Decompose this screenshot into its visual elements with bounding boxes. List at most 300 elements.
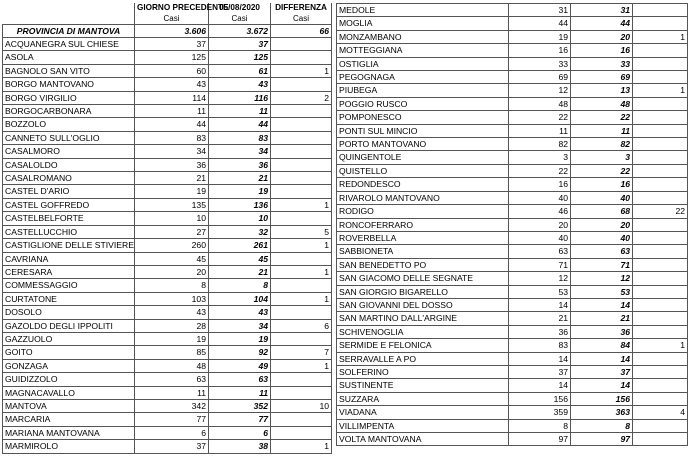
- cases-difference: [271, 426, 332, 439]
- cases-difference: [271, 78, 332, 91]
- cases-difference: [633, 218, 688, 231]
- cases-previous: 14: [509, 298, 571, 311]
- cases-current: 11: [209, 386, 271, 399]
- cases-previous: 44: [509, 17, 571, 30]
- municipality-name: PONTI SUL MINCIO: [337, 124, 509, 137]
- table-row: [337, 258, 688, 271]
- header-blank: [3, 3, 135, 13]
- province-prev: 3.606: [135, 25, 209, 38]
- cases-difference: [271, 212, 332, 225]
- cases-previous: 19: [135, 332, 209, 345]
- cases-current: 125: [209, 51, 271, 64]
- cases-previous: 48: [135, 359, 209, 372]
- municipality-name: BORGO MANTOVANO: [3, 78, 135, 91]
- cases-difference: [271, 145, 332, 158]
- municipality-name: CERESARA: [3, 265, 135, 278]
- municipality-name: OSTIGLIA: [337, 57, 509, 70]
- cases-previous: 37: [135, 440, 209, 453]
- subheader-casi-curr: Casi: [209, 13, 271, 25]
- cases-previous: 40: [509, 231, 571, 244]
- municipality-name: PIUBEGA: [337, 84, 509, 97]
- cases-current: 37: [209, 38, 271, 51]
- cases-current: 40: [571, 231, 633, 244]
- cases-current: 19: [209, 185, 271, 198]
- cases-current: 116: [209, 91, 271, 104]
- cases-difference: [271, 386, 332, 399]
- cases-difference: 4: [633, 406, 688, 419]
- cases-difference: [633, 245, 688, 258]
- cases-difference: [271, 413, 332, 426]
- table-row: [337, 164, 688, 177]
- cases-previous: 97: [509, 433, 571, 446]
- cases-previous: 125: [135, 51, 209, 64]
- cases-previous: 53: [509, 285, 571, 298]
- municipality-name: MONZAMBANO: [337, 30, 509, 43]
- cases-previous: 3: [509, 151, 571, 164]
- municipality-name: CASTIGLIONE DELLE STIVIERE: [3, 239, 135, 252]
- cases-previous: 43: [135, 78, 209, 91]
- cases-current: 82: [571, 138, 633, 151]
- subheader-blank: [3, 13, 135, 25]
- subheader-casi-prev: Casi: [135, 13, 209, 25]
- table-row: [337, 84, 688, 97]
- cases-previous: 10: [135, 212, 209, 225]
- cases-current: 36: [571, 325, 633, 338]
- cases-current: 8: [571, 419, 633, 432]
- table-row: [337, 30, 688, 43]
- cases-difference: [271, 306, 332, 319]
- cases-previous: 16: [509, 44, 571, 57]
- table-row: [3, 386, 332, 399]
- cases-current: 48: [571, 97, 633, 110]
- municipality-name: COMMESSAGGIO: [3, 279, 135, 292]
- cases-current: 363: [571, 406, 633, 419]
- municipality-name: BOZZOLO: [3, 118, 135, 131]
- cases-previous: 12: [509, 272, 571, 285]
- cases-current: 104: [209, 292, 271, 305]
- cases-difference: 5: [271, 225, 332, 238]
- cases-difference: 1: [271, 359, 332, 372]
- cases-previous: 21: [509, 312, 571, 325]
- cases-difference: [633, 17, 688, 30]
- municipality-name: ASOLA: [3, 51, 135, 64]
- cases-previous: 63: [135, 373, 209, 386]
- cases-current: 40: [571, 191, 633, 204]
- cases-current: 97: [571, 433, 633, 446]
- cases-previous: 6: [135, 426, 209, 439]
- municipality-name: GAZZUOLO: [3, 332, 135, 345]
- cases-previous: 69: [509, 71, 571, 84]
- cases-difference: 1: [633, 339, 688, 352]
- cases-current: 71: [571, 258, 633, 271]
- cases-difference: [633, 433, 688, 446]
- cases-current: 10: [209, 212, 271, 225]
- cases-current: 16: [571, 44, 633, 57]
- table-row: [337, 285, 688, 298]
- municipality-name: CASTELBELFORTE: [3, 212, 135, 225]
- cases-current: 83: [209, 131, 271, 144]
- municipality-name: CAVRIANA: [3, 252, 135, 265]
- cases-difference: 7: [271, 346, 332, 359]
- table-row: [3, 131, 332, 144]
- cases-current: 3: [571, 151, 633, 164]
- table-row: [3, 265, 332, 278]
- cases-previous: 83: [509, 339, 571, 352]
- municipality-name: POGGIO RUSCO: [337, 97, 509, 110]
- table-row: [3, 252, 332, 265]
- subheader-row: [3, 13, 332, 25]
- table-row: [3, 91, 332, 104]
- municipality-name: MARMIROLO: [3, 440, 135, 453]
- cases-current: 92: [209, 346, 271, 359]
- table-row: [3, 346, 332, 359]
- cases-previous: 19: [509, 30, 571, 43]
- table-row: [337, 151, 688, 164]
- cases-current: 11: [209, 105, 271, 118]
- cases-difference: 2: [271, 91, 332, 104]
- cases-current: 16: [571, 178, 633, 191]
- municipality-name: SERMIDE E FELONICA: [337, 339, 509, 352]
- cases-previous: 27: [135, 225, 209, 238]
- cases-difference: [633, 178, 688, 191]
- municipality-name: GUIDIZZOLO: [3, 373, 135, 386]
- cases-current: 38: [209, 440, 271, 453]
- table-row: [3, 239, 332, 252]
- municipality-name: CASTEL D'ARIO: [3, 185, 135, 198]
- cases-previous: 43: [135, 306, 209, 319]
- municipality-name: MAGNACAVALLO: [3, 386, 135, 399]
- municipality-name: CASALROMANO: [3, 172, 135, 185]
- cases-previous: 37: [509, 365, 571, 378]
- cases-difference: [633, 352, 688, 365]
- province-curr: 3.672: [209, 25, 271, 38]
- cases-difference: [271, 332, 332, 345]
- municipality-name: MARIANA MANTOVANA: [3, 426, 135, 439]
- cases-current: 44: [571, 17, 633, 30]
- table-row: [3, 225, 332, 238]
- cases-difference: [271, 185, 332, 198]
- cases-previous: 36: [509, 325, 571, 338]
- municipality-name: MEDOLE: [337, 4, 509, 17]
- table-row: [3, 78, 332, 91]
- province-total-row: [3, 25, 332, 38]
- table-row: [3, 306, 332, 319]
- cases-current: 68: [571, 205, 633, 218]
- cases-previous: 28: [135, 319, 209, 332]
- table-row: [337, 245, 688, 258]
- cases-difference: 1: [271, 239, 332, 252]
- cases-difference: 1: [633, 84, 688, 97]
- cases-difference: [633, 298, 688, 311]
- cases-current: 77: [209, 413, 271, 426]
- table-row: [3, 185, 332, 198]
- province-name: PROVINCIA DI MANTOVA: [3, 25, 135, 38]
- cases-previous: 135: [135, 198, 209, 211]
- table-row: [337, 365, 688, 378]
- subheader-casi-diff: Casi: [271, 13, 332, 25]
- cases-current: 37: [571, 365, 633, 378]
- municipality-name: SAN GIACOMO DELLE SEGNATE: [337, 272, 509, 285]
- table-row: [337, 205, 688, 218]
- cases-previous: 46: [509, 205, 571, 218]
- header-row: [3, 3, 332, 13]
- province-diff: 66: [271, 25, 332, 38]
- cases-difference: [633, 231, 688, 244]
- table-row: [337, 17, 688, 30]
- municipality-name: SCHIVENOGLIA: [337, 325, 509, 338]
- table-row: [3, 399, 332, 412]
- table-row: [3, 158, 332, 171]
- cases-previous: 37: [135, 38, 209, 51]
- municipality-name: RONCOFERRARO: [337, 218, 509, 231]
- cases-current: 20: [571, 30, 633, 43]
- cases-current: 22: [571, 164, 633, 177]
- cases-previous: 114: [135, 91, 209, 104]
- table-row: [337, 111, 688, 124]
- cases-current: 34: [209, 319, 271, 332]
- cases-previous: 34: [135, 145, 209, 158]
- cases-previous: 342: [135, 399, 209, 412]
- cases-previous: 11: [135, 105, 209, 118]
- municipality-name: VILLIMPENTA: [337, 419, 509, 432]
- municipality-name: BAGNOLO SAN VITO: [3, 64, 135, 77]
- municipality-name: SABBIONETA: [337, 245, 509, 258]
- table-row: [337, 231, 688, 244]
- cases-difference: 1: [271, 440, 332, 453]
- header-date: 05/08/2020: [209, 3, 271, 13]
- table-row: [337, 298, 688, 311]
- cases-previous: 19: [135, 185, 209, 198]
- cases-previous: 48: [509, 97, 571, 110]
- cases-difference: [633, 151, 688, 164]
- cases-difference: [633, 325, 688, 338]
- cases-current: 45: [209, 252, 271, 265]
- cases-difference: [633, 272, 688, 285]
- cases-current: 14: [571, 352, 633, 365]
- municipality-name: VOLTA MANTOVANA: [337, 433, 509, 446]
- cases-current: 6: [209, 426, 271, 439]
- cases-current: 19: [209, 332, 271, 345]
- table-row: [337, 71, 688, 84]
- cases-difference: [271, 51, 332, 64]
- left-cases-table: [2, 3, 332, 454]
- cases-previous: 16: [509, 178, 571, 191]
- cases-current: 43: [209, 78, 271, 91]
- cases-difference: [633, 44, 688, 57]
- table-row: [337, 419, 688, 432]
- cases-previous: 14: [509, 379, 571, 392]
- cases-current: 11: [571, 124, 633, 137]
- left-rows: [3, 38, 332, 454]
- table-row: [3, 64, 332, 77]
- table-row: [3, 279, 332, 292]
- cases-current: 61: [209, 64, 271, 77]
- table-row: [3, 359, 332, 372]
- cases-previous: 359: [509, 406, 571, 419]
- cases-current: 8: [209, 279, 271, 292]
- cases-current: 63: [209, 373, 271, 386]
- table-row: [3, 319, 332, 332]
- municipality-name: SOLFERINO: [337, 365, 509, 378]
- municipality-name: SAN GIOVANNI DEL DOSSO: [337, 298, 509, 311]
- table-row: [3, 118, 332, 131]
- municipality-name: GOITO: [3, 346, 135, 359]
- cases-difference: [633, 258, 688, 271]
- municipality-name: ACQUANEGRA SUL CHIESE: [3, 38, 135, 51]
- cases-previous: 60: [135, 64, 209, 77]
- municipality-name: CANNETO SULL'OGLIO: [3, 131, 135, 144]
- cases-current: 14: [571, 379, 633, 392]
- header-difference: DIFFERENZA: [271, 3, 332, 13]
- municipality-name: CASTEL GOFFREDO: [3, 198, 135, 211]
- table-row: [3, 145, 332, 158]
- cases-previous: 11: [135, 386, 209, 399]
- cases-difference: [633, 164, 688, 177]
- table-row: [3, 38, 332, 51]
- cases-difference: [633, 71, 688, 84]
- municipality-name: POMPONESCO: [337, 111, 509, 124]
- municipality-name: QUINGENTOLE: [337, 151, 509, 164]
- municipality-name: SAN BENEDETTO PO: [337, 258, 509, 271]
- cases-previous: 20: [509, 218, 571, 231]
- table-row: [3, 172, 332, 185]
- cases-previous: 31: [509, 4, 571, 17]
- table-row: [337, 352, 688, 365]
- table-row: [337, 57, 688, 70]
- cases-difference: 1: [271, 292, 332, 305]
- cases-previous: 260: [135, 239, 209, 252]
- cases-previous: 22: [509, 164, 571, 177]
- municipality-name: MOGLIA: [337, 17, 509, 30]
- cases-current: 261: [209, 239, 271, 252]
- cases-difference: 22: [633, 205, 688, 218]
- municipality-name: VIADANA: [337, 406, 509, 419]
- cases-current: 53: [571, 285, 633, 298]
- cases-difference: [633, 312, 688, 325]
- municipality-name: GAZOLDO DEGLI IPPOLITI: [3, 319, 135, 332]
- cases-difference: [633, 392, 688, 405]
- cases-difference: [271, 118, 332, 131]
- cases-difference: [633, 57, 688, 70]
- cases-current: 21: [571, 312, 633, 325]
- cases-previous: 77: [135, 413, 209, 426]
- cases-previous: 45: [135, 252, 209, 265]
- cases-current: 20: [571, 218, 633, 231]
- table-row: [337, 406, 688, 419]
- cases-previous: 103: [135, 292, 209, 305]
- cases-current: 34: [209, 145, 271, 158]
- cases-difference: 6: [271, 319, 332, 332]
- municipality-name: BORGOCARBONARA: [3, 105, 135, 118]
- cases-previous: 20: [135, 265, 209, 278]
- table-row: [337, 312, 688, 325]
- cases-current: 21: [209, 265, 271, 278]
- cases-current: 22: [571, 111, 633, 124]
- table-row: [337, 272, 688, 285]
- cases-difference: 1: [271, 265, 332, 278]
- cases-difference: [633, 365, 688, 378]
- cases-previous: 22: [509, 111, 571, 124]
- table-row: [337, 138, 688, 151]
- municipality-name: CASALMORO: [3, 145, 135, 158]
- table-row: [3, 292, 332, 305]
- municipality-name: SUZZARA: [337, 392, 509, 405]
- cases-difference: [633, 285, 688, 298]
- cases-current: 63: [571, 245, 633, 258]
- cases-previous: 85: [135, 346, 209, 359]
- cases-difference: 1: [271, 198, 332, 211]
- municipality-name: SAN GIORGIO BIGARELLO: [337, 285, 509, 298]
- cases-current: 136: [209, 198, 271, 211]
- municipality-name: CURTATONE: [3, 292, 135, 305]
- cases-difference: 1: [633, 30, 688, 43]
- table-row: [3, 426, 332, 439]
- cases-difference: [271, 252, 332, 265]
- cases-current: 69: [571, 71, 633, 84]
- table-row: [337, 97, 688, 110]
- cases-previous: 83: [135, 131, 209, 144]
- cases-difference: [633, 97, 688, 110]
- cases-difference: [271, 172, 332, 185]
- table-row: [337, 325, 688, 338]
- cases-current: 31: [571, 4, 633, 17]
- cases-previous: 44: [135, 118, 209, 131]
- cases-difference: [271, 158, 332, 171]
- municipality-name: QUISTELLO: [337, 164, 509, 177]
- table-row: [3, 413, 332, 426]
- table-row: [3, 51, 332, 64]
- cases-current: 352: [209, 399, 271, 412]
- table-row: [337, 178, 688, 191]
- municipality-name: PORTO MANTOVANO: [337, 138, 509, 151]
- cases-current: 33: [571, 57, 633, 70]
- municipality-name: SERRAVALLE A PO: [337, 352, 509, 365]
- cases-previous: 156: [509, 392, 571, 405]
- cases-previous: 21: [135, 172, 209, 185]
- municipality-name: RIVAROLO MANTOVANO: [337, 191, 509, 204]
- municipality-name: MANTOVA: [3, 399, 135, 412]
- cases-previous: 11: [509, 124, 571, 137]
- cases-previous: 40: [509, 191, 571, 204]
- cases-current: 32: [209, 225, 271, 238]
- table-row: [337, 433, 688, 446]
- table-row: [3, 440, 332, 453]
- cases-current: 84: [571, 339, 633, 352]
- municipality-name: SUSTINENTE: [337, 379, 509, 392]
- cases-previous: 8: [509, 419, 571, 432]
- cases-previous: 8: [135, 279, 209, 292]
- table-row: [337, 191, 688, 204]
- table-row: [3, 212, 332, 225]
- cases-difference: [633, 191, 688, 204]
- cases-difference: [633, 379, 688, 392]
- cases-current: 21: [209, 172, 271, 185]
- municipality-name: DOSOLO: [3, 306, 135, 319]
- cases-difference: 1: [271, 64, 332, 77]
- table-row: [3, 105, 332, 118]
- cases-current: 12: [571, 272, 633, 285]
- municipality-name: MARCARIA: [3, 413, 135, 426]
- table-row: [337, 379, 688, 392]
- cases-difference: [271, 131, 332, 144]
- municipality-name: CASALOLDO: [3, 158, 135, 171]
- municipality-name: CASTELLUCCHIO: [3, 225, 135, 238]
- cases-current: 14: [571, 298, 633, 311]
- header-previous-day: GIORNO PRECEDENTE: [135, 3, 209, 13]
- municipality-name: GONZAGA: [3, 359, 135, 372]
- cases-current: 44: [209, 118, 271, 131]
- cases-previous: 36: [135, 158, 209, 171]
